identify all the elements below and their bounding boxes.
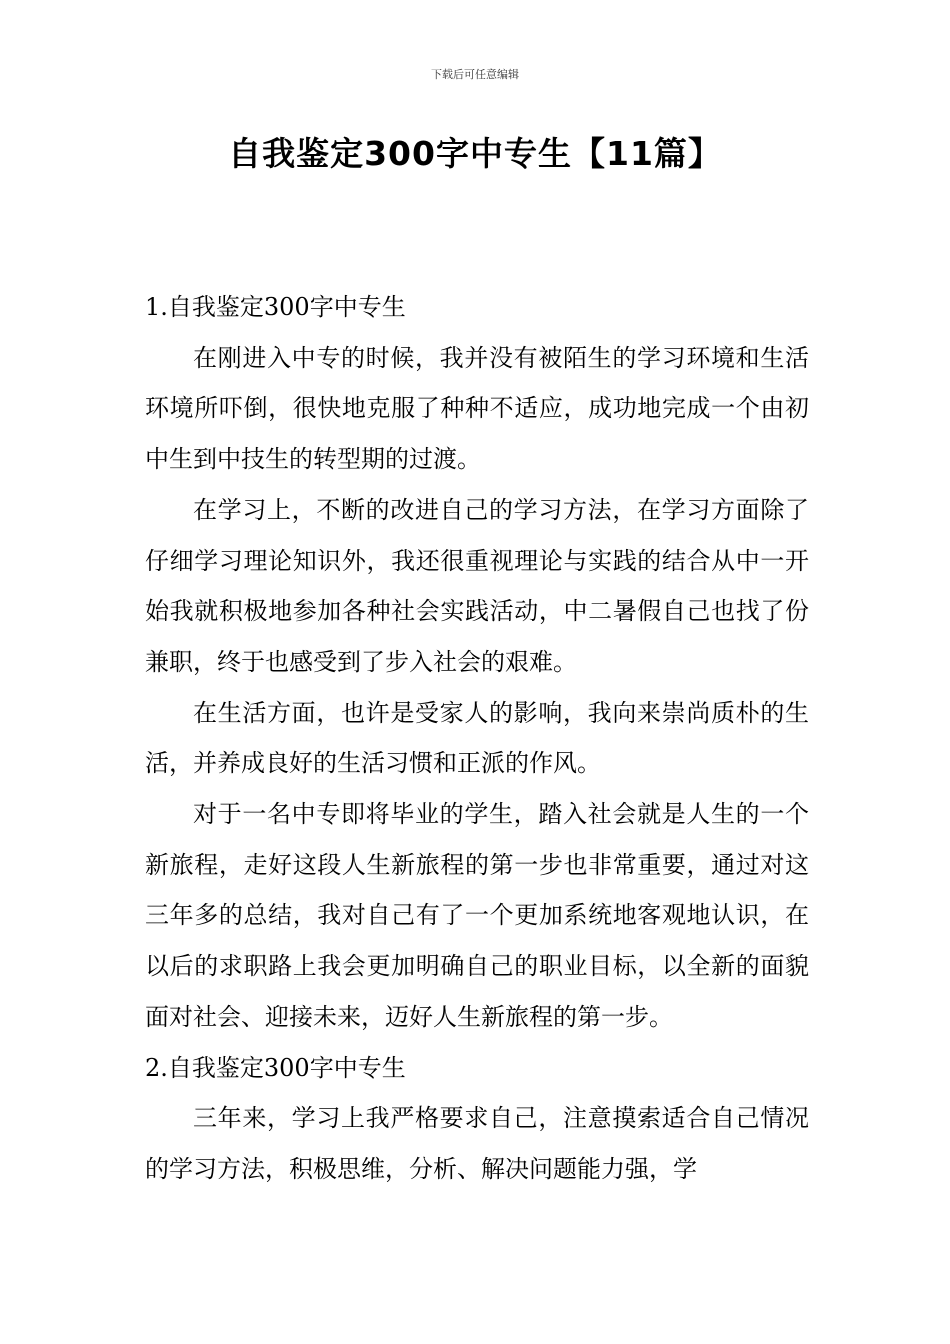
paragraph: 在生活方面，也许是受家人的影响，我向来崇尚质朴的生活，并养成良好的生活习惯和正派的作风。 xyxy=(145,698,809,778)
paragraph: 在学习上，不断的改进自己的学习方法，在学习方面除了仔细学习理论知识外，我还很重视理论与实践的结合从中一开始我就积极地参加各种社会实践活动，中二暑假自己也找了份兼职，终于也感受到了步入社会的艰难。 xyxy=(145,495,809,676)
paragraph: 对于一名中专即将毕业的学生，踏入社会就是人生的一个新旅程，走好这段人生新旅程的第一步也非常重要，通过对这三年多的总结，我对自己有了一个更加系统地客观地认识，在以后的求职路上我会更加明确自己的职业目标，以全新的面貌面对社会、迎接未来，迈好人生新旅程的第一步。 xyxy=(145,800,809,1031)
section-heading: 1.自我鉴定300字中专生 xyxy=(145,293,406,321)
document-body xyxy=(145,282,809,1195)
section-heading: 2.自我鉴定300字中专生 xyxy=(145,1053,406,1082)
paragraph: 在刚进入中专的时候，我并没有被陌生的学习环境和生活环境所吓倒，很快地克服了种种不适应，成功地完成一个由初中生到中技生的转型期的过渡。 xyxy=(145,343,809,474)
header-note: 下载后可任意编辑 xyxy=(431,68,519,81)
document-title: 自我鉴定300字中专生【11篇】 xyxy=(228,134,722,173)
paragraph: 三年来，学习上我严格要求自己，注意摸索适合自己情况的学习方法，积极思维，分析、解决问题能力强，学 xyxy=(145,1104,809,1183)
